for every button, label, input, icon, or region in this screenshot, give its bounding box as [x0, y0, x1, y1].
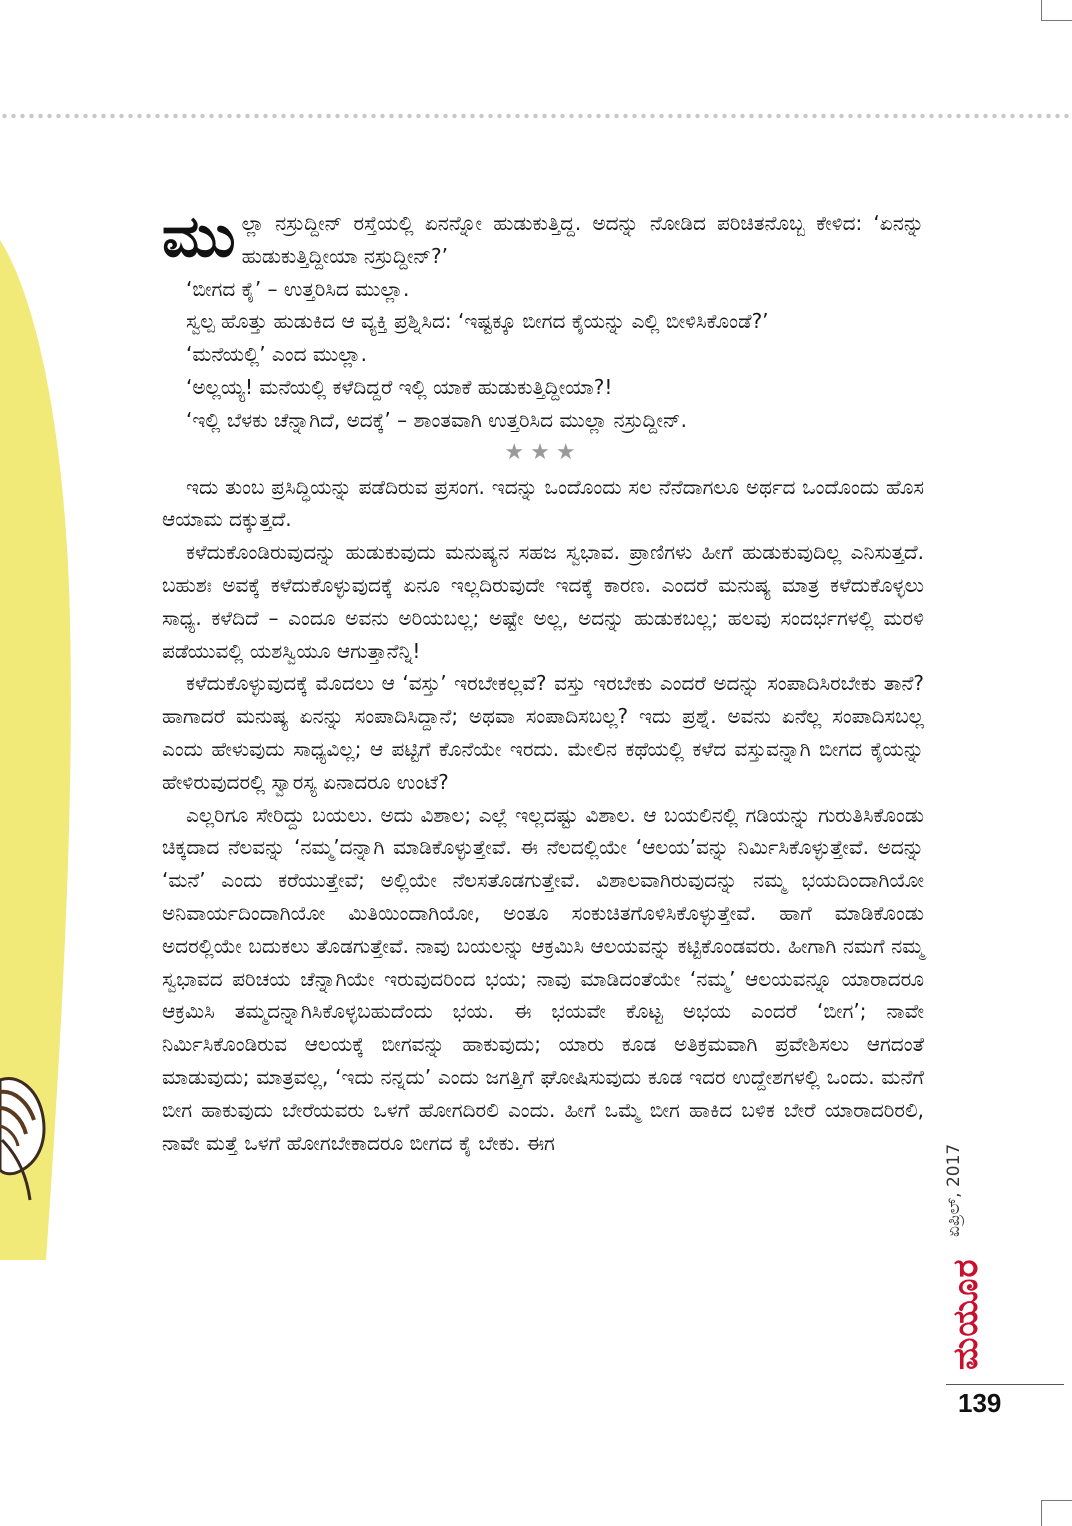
article-body	[162, 202, 924, 1159]
article-paragraph: ‘ಮನೆಯಲ್ಲಿ’ ಎಂದ ಮುಲ್ಲಾ.	[186, 342, 368, 367]
stars-separator-icon: ★★★	[504, 439, 582, 465]
magazine-logo: ಮಯೂರ	[946, 1258, 986, 1370]
article-paragraph: ಸ್ವಲ್ಪ ಹೊತ್ತು ಹುಡುಕಿದ ಆ ವ್ಯಕ್ತಿ ಪ್ರಶ್ನಿಸಿದ: ‘ಇಷ್ಟಕ್ಕೂ ಬೀಗದ ಕೈಯನ್ನು ಎಲ್ಲಿ ಬೀಳಿಸಿಕೊಂಡೆ?’	[186, 309, 769, 334]
article-paragraph: ‘ಇಲ್ಲಿ ಬೆಳಕು ಚೆನ್ನಾಗಿದೆ, ಅದಕ್ಕೆ’ – ಶಾಂತವಾಗಿ ಉತ್ತರಿಸಿದ ಮುಲ್ಲಾ ನಸ್ರುದ್ದೀನ್.	[186, 407, 687, 432]
article-paragraph	[162, 202, 924, 273]
issue-date: ಏಪ್ರಿಲ್, 2017	[944, 1143, 964, 1237]
dotted-separator	[0, 112, 1072, 120]
article-paragraph: ಕಳೆದುಕೊಂಡಿರುವುದನ್ನು ಹುಡುಕುವುದು ಮನುಷ್ಯನ ಸಹಜ ಸ್ವಭಾವ. ಪ್ರಾಣಿಗಳು ಹೀಗೆ ಹುಡುಕುವುದಿಲ್ಲ ಎನಿಸುತ್ತದೆ. ಬಹುಶಃ ಅವಕ್ಕೆ ಕಳೆದುಕೊಳ್ಳುವುದಕ್ಕೆ ಏನೂ ಇಲ್ಲದಿರುವುದೇ ಇದಕ್ಕೆ ಕಾರಣ. ಎಂದರೆ ಮನುಷ್ಯ ಮಾತ್ರ ಕಳೆದುಕೊಳ್ಳಲು ಸಾಧ್ಯ. ಕಳೆದಿದೆ – ಎಂದೂ ಅವನು ಅರಿಯಬಲ್ಲ; ಅಷ್ಟೇ ಅಲ್ಲ, ಅದನ್ನು ಹುಡುಕಬಲ್ಲ; ಹಲವು ಸಂದರ್ಭಗಳಲ್ಲಿ ಮರಳಿ ಪಡೆಯುವಲ್ಲಿ ಯಶಸ್ವಿಯೂ ಆಗುತ್ತಾನೆನ್ನಿ!	[162, 540, 924, 663]
article-paragraph: ‘ಅಲ್ಲಯ್ಯ! ಮನೆಯಲ್ಲಿ ಕಳೆದಿದ್ದರೆ ಇಲ್ಲಿ ಯಾಕೆ ಹುಡುಕುತ್ತಿದ್ದೀಯಾ?!	[186, 374, 613, 399]
article-paragraph: ಎಲ್ಲರಿಗೂ ಸೇರಿದ್ದು ಬಯಲು. ಅದು ವಿಶಾಲ; ಎಲ್ಲೆ ಇಲ್ಲದಷ್ಟು ವಿಶಾಲ. ಆ ಬಯಲಿನಲ್ಲಿ ಗಡಿಯನ್ನು ಗುರುತಿಸಿಕೊಂಡು ಚಿಕ್ಕದಾದ ನೆಲವನ್ನು ‘ನಮ್ಮ’ದನ್ನಾಗಿ ಮಾಡಿಕೊಳ್ಳುತ್ತೇವೆ. ಈ ನೆಲದಲ್ಲಿಯೇ ‘ಆಲಯ’ವನ್ನು ನಿರ್ಮಿಸಿಕೊಳ್ಳುತ್ತೇವೆ. ಅದನ್ನು ‘ಮನೆ’ ಎಂದು ಕರೆಯುತ್ತೇವೆ; ಅಲ್ಲಿಯೇ ನೆಲಸತೊಡಗುತ್ತೇವೆ. ವಿಶಾಲವಾಗಿರುವುದನ್ನು ನಮ್ಮ ಭಯದಿಂದಾಗಿಯೋ ಅನಿವಾರ್ಯದಿಂದಾಗಿಯೋ ಮಿತಿಯಿಂದಾಗಿಯೋ, ಅಂತೂ ಸಂಕುಚಿತಗೊಳಿಸಿಕೊಳ್ಳುತ್ತೇವೆ. ಹಾಗೆ ಮಾಡಿಕೊಂಡು ಅದರಲ್ಲಿಯೇ ಬದುಕಲು ತೊಡಗುತ್ತೇವೆ. ನಾವು ಬಯಲನ್ನು ಆಕ್ರಮಿಸಿ ಆಲಯವನ್ನು ಕಟ್ಟಿಕೊಂಡವರು. ಹೀಗಾಗಿ ನಮಗೆ ನಮ್ಮ ಸ್ವಭಾವದ ಪರಿಚಯ ಚೆನ್ನಾಗಿಯೇ ಇರುವುದರಿಂದ ಭಯ; ನಾವು ಮಾಡಿದಂತೆಯೇ ‘ನಮ್ಮ’ ಆಲಯವನ್ನೂ ಯಾರಾದರೂ ಆಕ್ರಮಿಸಿ ತಮ್ಮದನ್ನಾಗಿಸಿಕೊಳ್ಳಬಹುದೆಂದು ಭಯ. ಈ ಭಯವೇ ಕೊಟ್ಟ ಅಭಯ ಎಂದರೆ ‘ಬೀಗ’; ನಾವೇ ನಿರ್ಮಿಸಿಕೊಂಡಿರುವ ಆಲಯಕ್ಕೆ ಬೀಗವನ್ನು ಹಾಕುವುದು; ಯಾರು ಕೂಡ ಅತಿಕ್ರಮವಾಗಿ ಪ್ರವೇಶಿಸಲು ಆಗದಂತೆ ಮಾಡುವುದು; ಮಾತ್ರವಲ್ಲ, ‘ಇದು ನನ್ನದು’ ಎಂದು ಜಗತ್ತಿಗೆ ಘೋಷಿಸುವುದು ಕೂಡ ಇದರ ಉದ್ದೇಶಗಳಲ್ಲಿ ಒಂದು. ಮನೆಗೆ ಬೀಗ ಹಾಕುವುದು ಬೇರೆಯವರು ಒಳಗೆ ಹೋಗದಿರಲಿ ಎಂದು. ಹೀಗೆ ಒಮ್ಮೆ ಬೀಗ ಹಾಕಿದ ಬಳಿಕ ಬೇರೆ ಯಾರಾದರಿರಲಿ, ನಾವೇ ಮತ್ತೆ ಒಳಗೆ ಹೋಗಬೇಕಾದರೂ ಬೀಗದ ಕೈ ಬೇಕು. ಈಗ	[162, 802, 924, 1155]
drop-cap: ಮು	[162, 202, 236, 270]
crop-mark-bottom-right	[1041, 1500, 1072, 1526]
paragraph-text: ಲ್ಲಾ ನಸ್ರುದ್ದೀನ್ ರಸ್ತೆಯಲ್ಲಿ ಏನನ್ನೋ ಹುಡುಕುತ್ತಿದ್ದ. ಅದನ್ನು ನೋಡಿದ ಪರಿಚಿತನೊಬ್ಬ ಕೇಳಿದ: ‘ಏನನ್ನು ಹುಡುಕುತ್ತಿದ್ದೀಯಾ ನಸ್ರುದ್ದೀನ್?’	[241, 211, 924, 268]
article-paragraph: ಕಳೆದುಕೊಳ್ಳುವುದಕ್ಕೆ ಮೊದಲು ಆ ‘ವಸ್ತು’ ಇರಬೇಕಲ್ಲವೆ? ವಸ್ತು ಇರಬೇಕು ಎಂದರೆ ಅದನ್ನು ಸಂಪಾದಿಸಿರಬೇಕು ತಾನೆ? ಹಾಗಾದರೆ ಮನುಷ್ಯ ಏನನ್ನು ಸಂಪಾದಿಸಿದ್ದಾನೆ; ಅಥವಾ ಸಂಪಾದಿಸಬಲ್ಲ? ಇದು ಪ್ರಶ್ನೆ. ಅವನು ಏನೆಲ್ಲ ಸಂಪಾದಿಸಬಲ್ಲ ಎಂದು ಹೇಳುವುದು ಸಾಧ್ಯವಿಲ್ಲ; ಆ ಪಟ್ಟಿಗೆ ಕೊನೆಯೇ ಇರದು. ಮೇಲಿನ ಕಥೆಯಲ್ಲಿ ಕಳೆದ ವಸ್ತುವನ್ನಾಗಿ ಬೀಗದ ಕೈಯನ್ನು ಹೇಳಿರುವುದರಲ್ಲಿ ಸ್ವಾರಸ್ಯ ಏನಾದರೂ ಉಂಟೆ?	[162, 671, 924, 794]
page-number-rule	[946, 1384, 1064, 1385]
crop-mark-top-right	[1041, 0, 1072, 21]
article-paragraph: ಇದು ತುಂಬ ಪ್ರಸಿದ್ಧಿಯನ್ನು ಪಡೆದಿರುವ ಪ್ರಸಂಗ. ಇದನ್ನು ಒಂದೊಂದು ಸಲ ನೆನೆದಾಗಲೂ ಅರ್ಥದ ಒಂದೊಂದು ಹೊಸ ಆಯಾಮ ದಕ್ಕುತ್ತದೆ.	[162, 474, 924, 532]
article-paragraph: ‘ಬೀಗದ ಕೈ’ – ಉತ್ತರಿಸಿದ ಮುಲ್ಲಾ.	[186, 276, 410, 301]
yellow-illustration-icon	[0, 240, 80, 1260]
page-number: 139	[958, 1388, 1002, 1418]
